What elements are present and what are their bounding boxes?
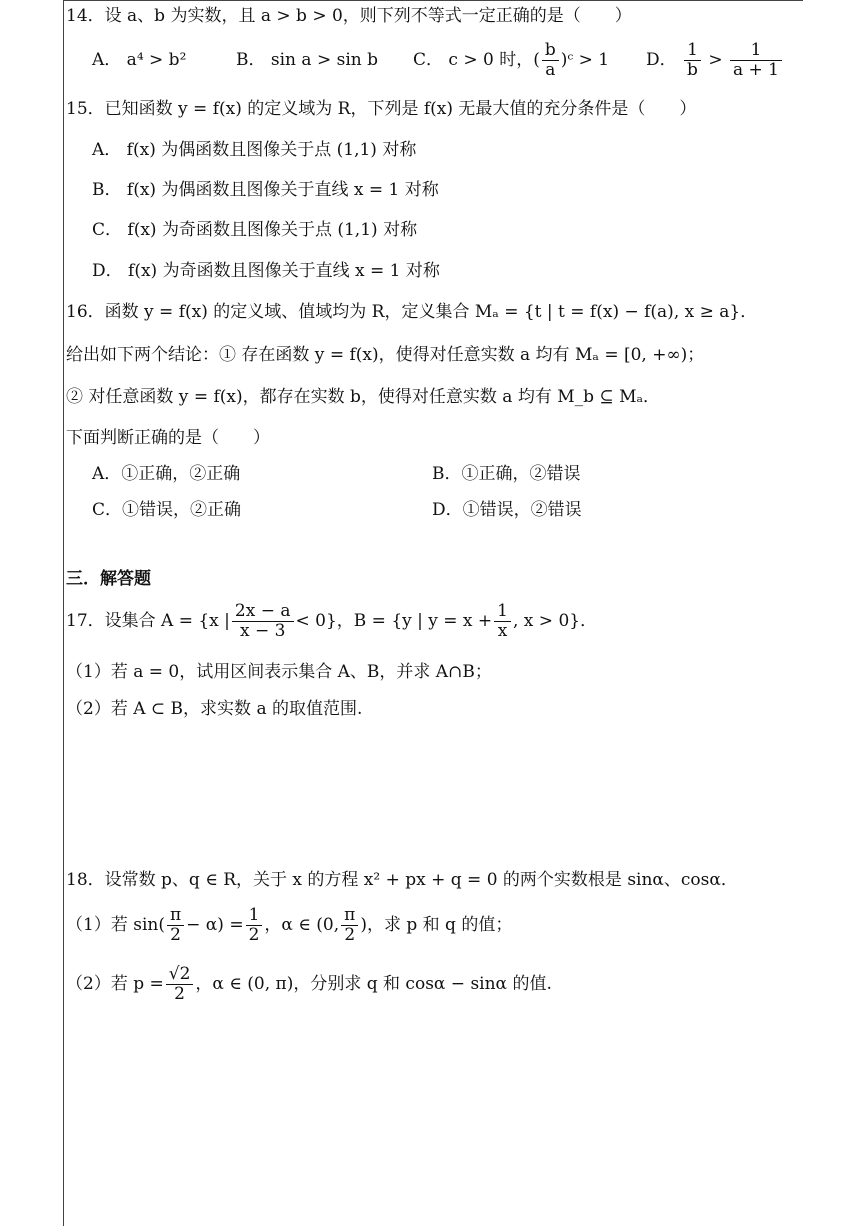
q16-prompt: 下面判断正确的是（ ） [66,428,270,448]
q14-c-den: a [545,60,556,80]
q14-c-suffix: )ᶜ > 1 [560,50,610,70]
q17-frac1-den: x − 3 [239,621,286,641]
q17-part-1: （1）若 a = 0，试用区间表示集合 A、B，并求 A∩B； [66,662,492,682]
q18-p1-mid: − α) = [186,915,244,935]
q18-p1-f2-num: 1 [246,906,263,926]
q16-conclusion-2: ② 对任意函数 y = f(x)，都存在实数 b，使得对任意实数 a 均有 M_b ⊆ Mₐ． [66,387,661,407]
q18-p1-f3-den: 2 [344,925,356,945]
q14-d-label: D． [646,50,677,70]
q14-d-right-num: 1 [730,41,782,61]
q17-frac1-num: 2x − a [232,602,294,622]
q14-c-prefix: C． c > 0 时，( [413,50,540,70]
q15-option-a: A． f(x) 为偶函数且图像关于点 (1,1) 对称 [92,140,417,160]
top-border [63,0,803,1]
q18-p2-post: ，α ∈ (0, π)，分别求 q 和 cosα − sinα 的值. [195,974,552,994]
q14-d-right-fraction [730,41,782,80]
q17-stem-mid: < 0}，B = {y | y = x + [295,611,493,631]
q18-part-2 [66,960,552,1008]
q14-option-b: B． sin a > sin b [236,50,378,70]
q18-p1-fraction-1 [167,906,184,945]
q18-stem: 18．设常数 p、q ∈ R，关于 x 的方程 x² + px + q = 0 的两个实数根是 sinα、cosα． [66,870,738,890]
q15-option-b: B． f(x) 为偶函数且图像关于直线 x = 1 对称 [92,180,439,200]
q18-p1-f1-den: 2 [170,925,181,945]
q15-option-c: C． f(x) 为奇函数且图像关于点 (1,1) 对称 [92,220,418,240]
q14-option-a: A． a⁴ > b² [92,50,187,70]
q18-p1-pre: （1）若 sin( [66,915,165,935]
q17-part-2: （2）若 A ⊂ B，求实数 a 的取值范围. [66,699,363,719]
q18-p2-fraction [166,965,194,1004]
q14-d-left-den: b [687,60,698,80]
q16-option-d: D．①错误，②错误 [432,500,582,520]
q16-stem: 16．函数 y = f(x) 的定义域、值域均为 R，定义集合 Mₐ = {t | t = f(x) − f(a), x ≥ a}． [66,302,758,322]
q14-d-right-den: a + 1 [733,60,780,80]
q18-part-1 [66,902,512,948]
q17-frac2-den: x [497,621,508,641]
q18-p2-f-num: √2 [166,965,194,985]
q14-c-fraction [542,41,559,80]
q14-option-d [646,38,784,82]
q17-stem [66,598,597,644]
q16-conclusion-1: 给出如下两个结论：① 存在函数 y = f(x)，使得对任意实数 a 均有 Mₐ = [0, +∞)； [66,345,705,365]
left-border [63,0,64,1226]
q18-p1-post: )，求 p 和 q 的值； [360,915,513,935]
q14-d-left-num: 1 [684,41,701,61]
q18-p2-pre: （2）若 p = [66,974,164,994]
q16-option-a: A．①正确，②正确 [92,464,241,484]
q18-p1-f1-num: π [167,906,184,926]
q14-c-num: b [542,41,559,61]
q16-option-b: B．①正确，②错误 [432,464,581,484]
q14-d-gt: > [708,50,723,70]
q15-stem: 15．已知函数 y = f(x) 的定义域为 R，下列是 f(x) 无最大值的充分条件是（ ） [66,99,697,119]
q18-p1-f3-num: π [341,906,358,926]
q17-fraction-2 [494,602,511,641]
q17-stem-post: , x > 0}． [513,611,598,631]
q18-p2-f-den: 2 [174,984,185,1004]
q18-p1-fraction-3 [341,906,358,945]
q14-option-c [413,38,609,82]
q17-stem-pre: 17．设集合 A = {x | [66,611,230,631]
q17-fraction-1 [232,602,294,641]
q18-p1-fraction-2 [246,906,263,945]
q18-p1-f2-den: 2 [248,925,260,945]
section-heading: 三．解答题 [66,569,151,589]
q17-frac2-num: 1 [494,602,511,622]
q14-d-left-fraction [684,41,701,80]
q16-option-c: C．①错误，②正确 [92,500,242,520]
q18-p1-mid2: ，α ∈ (0, [264,915,340,935]
q14-stem: 14．设 a、b 为实数，且 a > b > 0，则下列不等式一定正确的是（ ） [66,6,632,26]
q15-option-d: D． f(x) 为奇函数且图像关于直线 x = 1 对称 [92,261,440,281]
